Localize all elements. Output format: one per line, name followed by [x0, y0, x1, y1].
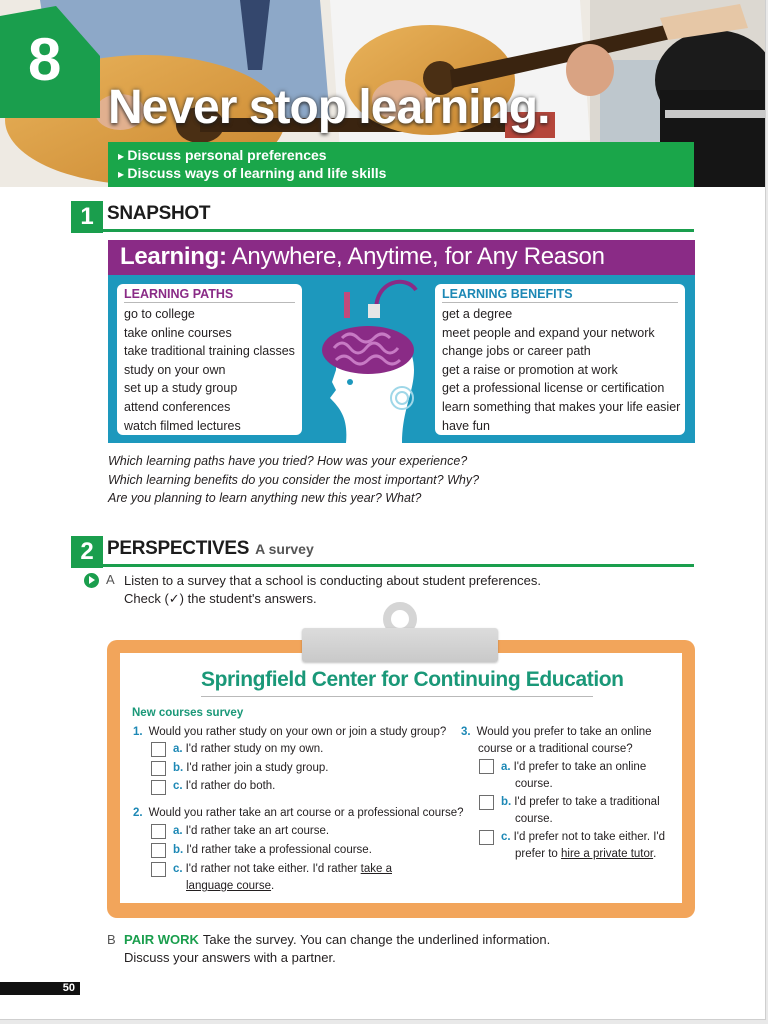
- option-text: .: [271, 880, 275, 892]
- section-number: 1: [71, 201, 103, 233]
- task-a-instructions: [124, 572, 541, 608]
- learning-paths-heading: LEARNING PATHS: [124, 287, 295, 303]
- list-item: have fun: [442, 418, 490, 433]
- answer-checkbox[interactable]: [151, 761, 166, 776]
- answer-checkbox[interactable]: [151, 742, 166, 757]
- survey-question-1: [133, 724, 446, 741]
- answer-checkbox[interactable]: [151, 843, 166, 858]
- brain-head-illustration: [306, 270, 432, 443]
- answer-checkbox[interactable]: [151, 824, 166, 839]
- answer-option: [173, 861, 392, 878]
- question-number: 2.: [133, 807, 143, 819]
- question-text: Would you rather take an art course or a professional course?: [148, 807, 464, 819]
- list-item: set up a study group: [124, 381, 238, 396]
- answer-option-continued: [515, 776, 553, 793]
- list-item: take online courses: [124, 325, 232, 340]
- audio-play-icon[interactable]: [84, 573, 99, 588]
- list-item: meet people and expand your network: [442, 325, 655, 340]
- answer-option-continued: [515, 846, 656, 863]
- option-text: I'd rather take a professional course.: [186, 844, 372, 856]
- clipboard-clip: [302, 628, 498, 662]
- instruction-line: Discuss your answers with a partner.: [124, 950, 336, 965]
- option-text: .: [653, 848, 657, 860]
- answer-option: [173, 842, 372, 859]
- snapshot-infographic: [108, 240, 695, 443]
- instruction-line: Check (✓) the student's answers.: [124, 591, 317, 606]
- perspectives-section-header: [71, 536, 694, 570]
- question-number: 1.: [133, 726, 143, 738]
- unit-number: 8: [28, 26, 62, 93]
- list-item: change jobs or career path: [442, 344, 591, 359]
- answer-option-continued: [515, 811, 553, 828]
- discussion-question: Which learning benefits do you consider the most important? Why?: [108, 472, 480, 487]
- answer-checkbox[interactable]: [479, 830, 494, 845]
- survey-title: Springfield Center for Continuing Education: [201, 668, 593, 697]
- task-letter: A: [106, 572, 115, 587]
- answer-checkbox[interactable]: [151, 780, 166, 795]
- list-item: take traditional training classes: [124, 344, 295, 359]
- learning-paths-box: [117, 284, 302, 435]
- answer-option-continued: [186, 878, 274, 895]
- section-subtitle: A survey: [255, 541, 314, 557]
- option-letter: a.: [173, 825, 183, 837]
- option-text: I'd rather take an art course.: [185, 825, 330, 837]
- unit-hero-banner: [0, 0, 766, 187]
- task-letter: B: [107, 932, 116, 947]
- section-name-text: PERSPECTIVES: [107, 538, 250, 559]
- option-text: I'd rather not take either. I'd rather: [185, 863, 361, 875]
- task-b-instructions: [124, 931, 550, 967]
- option-letter: b.: [173, 762, 184, 774]
- discussion-question: Are you planning to learn anything new this year? What?: [108, 491, 422, 506]
- list-item: get a raise or promotion at work: [442, 362, 618, 377]
- learning-benefits-box: [435, 284, 685, 435]
- option-text: prefer to: [515, 848, 562, 860]
- section-name: SNAPSHOT: [107, 203, 211, 224]
- option-text: I'd prefer to take an online: [513, 761, 647, 773]
- question-text: Would you rather study on your own or join a study group?: [148, 726, 447, 738]
- snapshot-title-rest: Anywhere, Anytime, for Any Reason: [226, 243, 605, 270]
- section-rule: [103, 564, 694, 567]
- instruction-line: [124, 931, 550, 949]
- answer-option: [173, 823, 329, 840]
- option-text: course.: [515, 778, 553, 790]
- list-item: go to college: [124, 307, 195, 321]
- section-number: 2: [71, 536, 103, 568]
- underlined-text: take a: [360, 863, 392, 875]
- survey-question-2: [133, 805, 464, 822]
- answer-option: [501, 829, 665, 846]
- question-number: 3.: [461, 726, 471, 738]
- list-item: get a degree: [442, 307, 513, 321]
- answer-option: [173, 760, 328, 777]
- question-text: course or a traditional course?: [478, 743, 633, 755]
- discussion-question: Which learning paths have you tried? How was your experience?: [108, 454, 468, 468]
- option-text: I'd rather do both.: [185, 780, 276, 792]
- snapshot-questions: [108, 452, 479, 508]
- option-letter: b.: [173, 844, 184, 856]
- list-item: learn something that makes your life easier: [442, 399, 681, 414]
- option-text: I'd rather study on my own.: [185, 743, 324, 755]
- answer-option: [173, 741, 323, 758]
- pair-work-label: PAIR WORK: [124, 932, 199, 947]
- answer-checkbox[interactable]: [151, 862, 166, 877]
- option-text: I'd prefer not to take either. I'd: [513, 831, 666, 843]
- instruction-line: Listen to a survey that a school is conducting about student preferences.: [124, 573, 541, 588]
- option-text: I'd prefer to take a traditional: [514, 796, 660, 808]
- answer-checkbox[interactable]: [479, 759, 494, 774]
- answer-option: [501, 759, 646, 776]
- option-letter: a.: [173, 743, 183, 755]
- page-number: 50: [0, 982, 80, 995]
- survey-question-3-continued: [478, 741, 633, 758]
- underlined-text: language course: [186, 880, 272, 892]
- option-letter: b.: [501, 796, 512, 808]
- answer-checkbox[interactable]: [479, 795, 494, 810]
- snapshot-title-bold: Learning:: [120, 243, 227, 270]
- option-letter: c.: [173, 780, 183, 792]
- question-text: Would you prefer to take an online: [476, 726, 652, 738]
- answer-option: [501, 794, 660, 811]
- option-letter: a.: [501, 761, 511, 773]
- option-text: course.: [515, 813, 553, 825]
- snapshot-section-header: [71, 201, 694, 235]
- goal-item: ▸ Discuss ways of learning and life skills: [118, 165, 684, 183]
- list-item: watch filmed lectures: [124, 418, 241, 433]
- unit-title: Never stop learning.: [108, 81, 550, 134]
- list-item: get a professional license or certification: [442, 381, 665, 396]
- answer-option: [173, 778, 275, 795]
- survey-subtitle: New courses survey: [132, 707, 244, 719]
- option-letter: c.: [501, 831, 511, 843]
- option-text: I'd rather join a study group.: [186, 762, 329, 774]
- learning-benefits-heading: LEARNING BENEFITS: [442, 287, 678, 303]
- option-letter: c.: [173, 863, 183, 875]
- unit-goals: [108, 142, 694, 187]
- list-item: study on your own: [124, 362, 226, 377]
- section-name: [107, 538, 314, 560]
- list-item: attend conferences: [124, 399, 231, 414]
- survey-question-3: [461, 724, 652, 741]
- instruction-text: Take the survey. You can change the underlined information.: [202, 932, 551, 947]
- section-rule: [103, 229, 694, 232]
- goal-item: ▸ Discuss personal preferences: [118, 147, 684, 165]
- underlined-text: hire a private tutor: [561, 848, 654, 860]
